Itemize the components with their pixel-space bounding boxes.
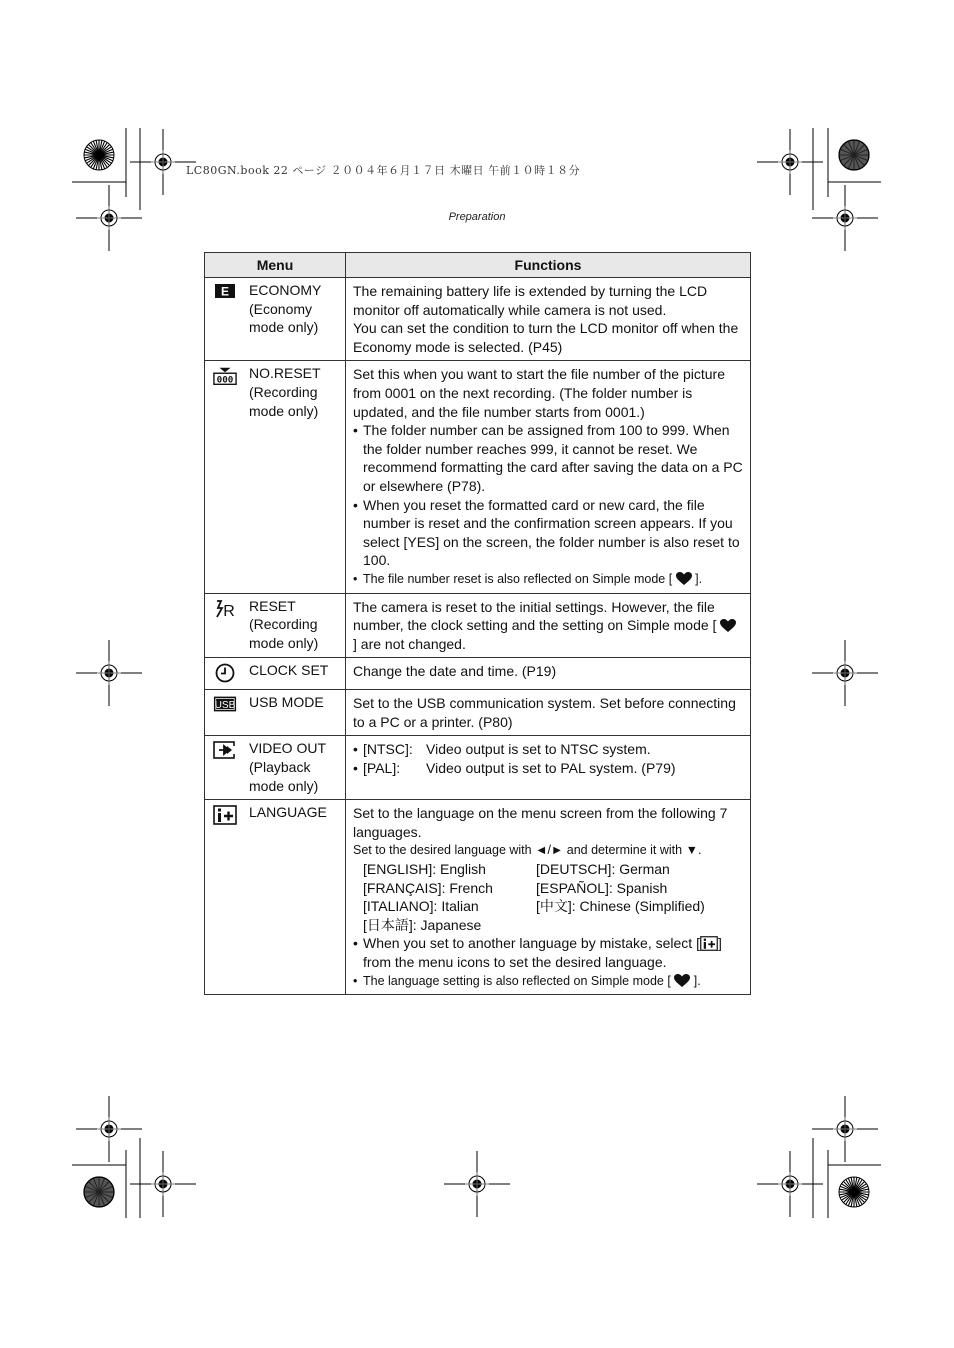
menu-table: [204, 252, 751, 995]
svg-text:R: R: [223, 602, 235, 619]
menu-qualifier: mode only): [249, 402, 319, 419]
language-option: [日本語]: Japanese: [363, 916, 482, 933]
table-row: [205, 361, 751, 593]
language-option: [ESPAÑOL]: Spanish: [536, 879, 668, 896]
language-list: [353, 860, 743, 934]
bullet-item: • When you reset the formatted card or new card, the file number is reset and the confirmation screen appears. If you select [YES] on the screen, the folder number is also reset to 100.: [353, 496, 743, 570]
function-text: The remaining battery life is extended by turning the LCD monitor off automatically while camera is not used.: [353, 283, 708, 318]
menu-name: VIDEO OUT: [249, 740, 327, 757]
menu-qualifier: (Recording: [249, 383, 318, 400]
bullet-item: • When you set to another language by mistake, select [ ] from the menu icons to set the desired language.: [353, 934, 743, 971]
table-row: [205, 800, 751, 995]
menu-column-header: Menu: [205, 253, 346, 278]
table-row: [205, 690, 751, 736]
heart-icon: [720, 619, 736, 633]
menu-qualifier: (Economy: [249, 300, 313, 317]
table-row: [205, 736, 751, 800]
reset-icon: [213, 599, 237, 621]
note-item: • The file number reset is also reflected on Simple mode [ ].: [353, 570, 743, 589]
menu-qualifier: mode only): [249, 634, 319, 651]
table-row: [205, 658, 751, 690]
function-text: The camera is reset to the initial settings. However, the file number, the clock setting and the setting on Simple mode [ ] are not changed.: [353, 598, 743, 654]
function-text: Set to the USB communication system. Set before connecting to a PC or a printer. (P80): [353, 695, 736, 730]
function-text: Set to the language on the menu screen from the following 7 languages.: [353, 805, 728, 840]
menu-qualifier: (Playback: [249, 759, 311, 776]
functions-column-header: Functions: [346, 253, 751, 278]
language-option: [FRANÇAIS]: French: [363, 879, 493, 896]
heart-icon: [674, 974, 690, 988]
menu-name: RESET: [249, 597, 296, 614]
select-instruction: Set to the desired language with ◄/► and determine it with ▼.: [353, 843, 702, 858]
option-item: • [PAL]: Video output is set to PAL system. (P79): [353, 759, 743, 778]
note-item: • The language setting is also reflected on Simple mode [ ].: [353, 972, 743, 991]
menu-name: CLOCK SET: [249, 662, 329, 679]
menu-qualifier: mode only): [249, 319, 319, 336]
option-item: • [NTSC]: Video output is set to NTSC system.: [353, 740, 743, 759]
language-option: [ENGLISH]: English: [363, 861, 486, 878]
menu-name: LANGUAGE: [249, 804, 327, 821]
menu-name: ECONOMY: [249, 282, 322, 298]
table-row: [205, 593, 751, 658]
svg-text:000: 000: [216, 374, 234, 386]
no-reset-icon: [213, 366, 237, 388]
function-text: You can set the condition to turn the LCD monitor off when the Economy mode is selected. (P45): [353, 320, 739, 355]
menu-name: USB MODE: [249, 694, 324, 711]
menu-qualifier: mode only): [249, 777, 319, 794]
function-text: Set this when you want to start the file number of the picture from 0001 on the next recording. (The folder number is updated, and the file number starts from 0001.): [353, 366, 725, 420]
usb-icon: [213, 695, 237, 717]
print-header: LC80GN.book 22 ページ ２００４年６月１７日 木曜日 午前１０時１８分: [186, 164, 581, 177]
language-option: [DEUTSCH]: German: [536, 861, 670, 878]
function-text: Change the date and time. (P19): [353, 663, 557, 680]
bullet-item: • The folder number can be assigned from 100 to 999. When the folder number reaches 999, it cannot be reset. We recommend formatting the card after saving the data on a PC or elsewhere (P78).: [353, 421, 743, 495]
language-icon: [213, 805, 237, 827]
section-title: Preparation: [448, 211, 506, 223]
heart-icon: [676, 572, 692, 586]
language-option: [中文]: Chinese (Simplified): [536, 898, 705, 915]
clock-icon: [213, 663, 237, 685]
video-out-icon: [213, 741, 237, 763]
table-header: [205, 253, 751, 278]
table-row: [205, 278, 751, 361]
svg-text:E: E: [220, 284, 230, 299]
menu-qualifier: (Recording: [249, 616, 318, 633]
svg-text:USB: USB: [214, 700, 236, 712]
economy-icon: [213, 283, 237, 305]
language-icon: [700, 936, 718, 951]
menu-name: NO.RESET: [249, 365, 321, 382]
language-option: [ITALIANO]: Italian: [363, 898, 479, 915]
